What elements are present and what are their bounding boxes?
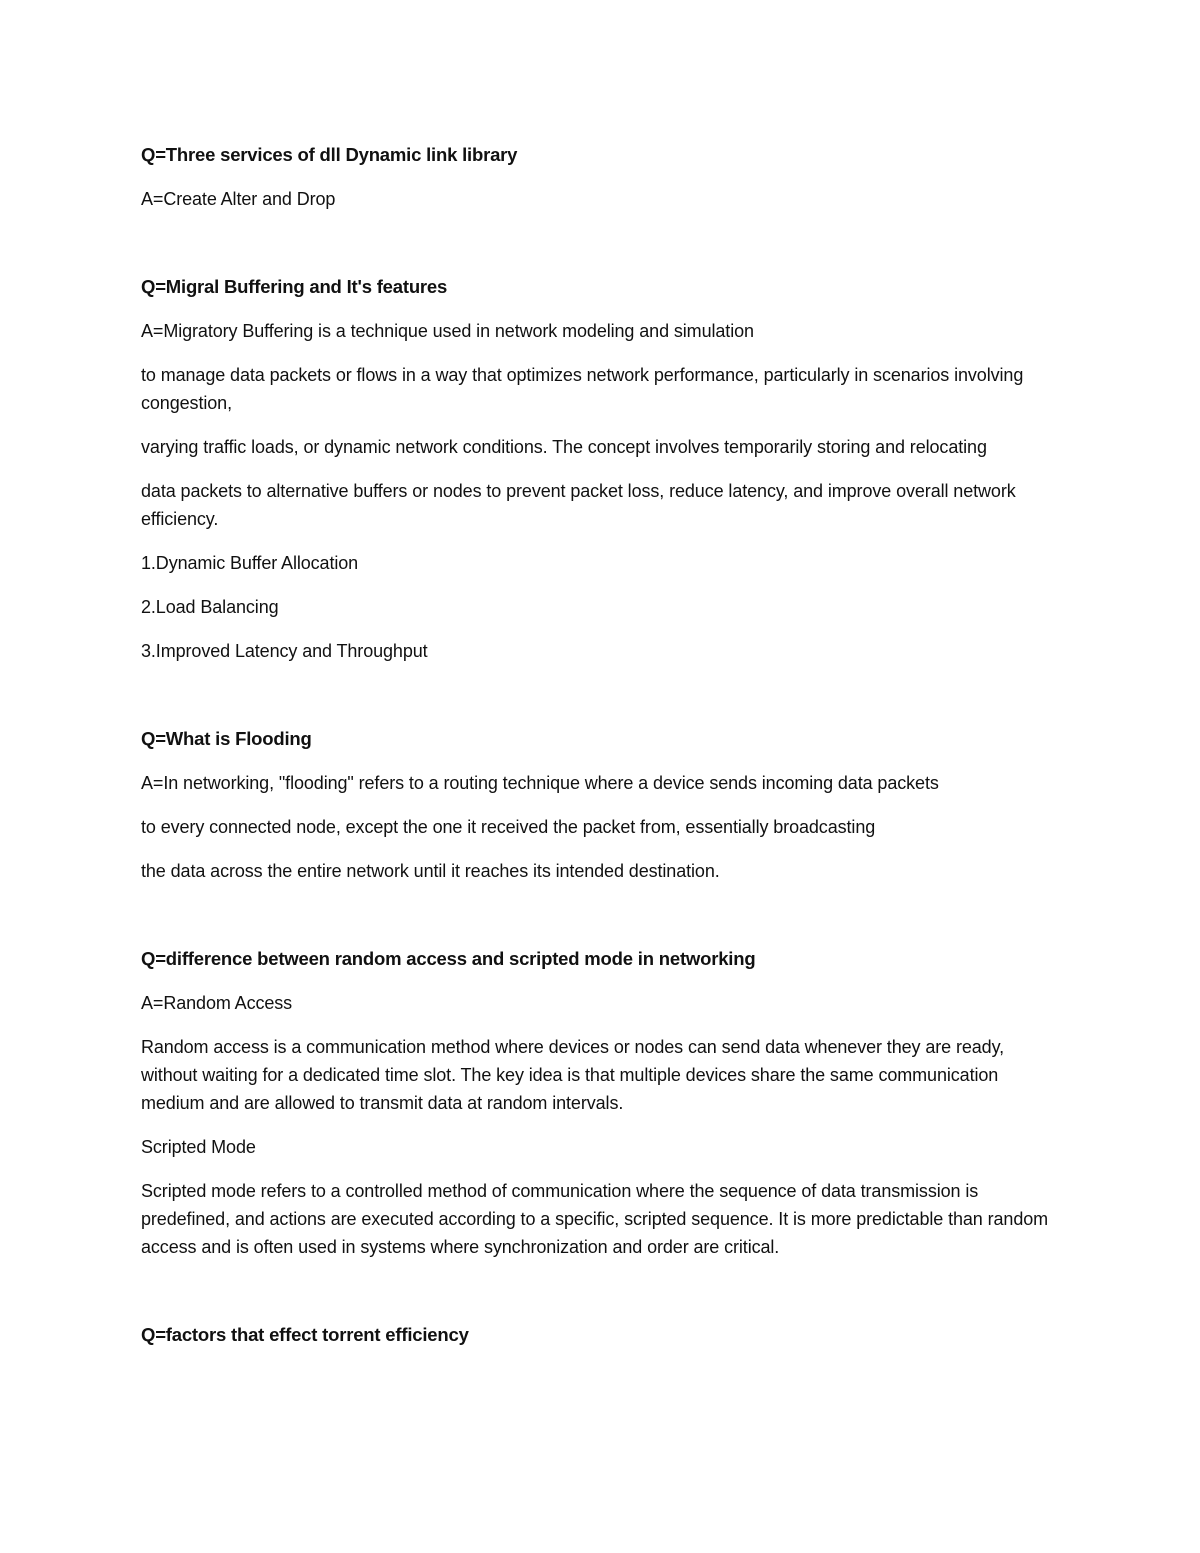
answer-paragraph: varying traffic loads, or dynamic network conditions. The concept involves temporarily storing and relocating — [141, 437, 987, 457]
section-spacer — [141, 1277, 1061, 1321]
qa-section-random-vs-scripted — [141, 945, 1061, 1261]
question-heading: Q=Migral Buffering and It's features — [141, 276, 448, 297]
document-body — [141, 141, 1061, 1365]
section-spacer — [141, 229, 1061, 273]
answer-paragraph: A=Migratory Buffering is a technique used in network modeling and simulation — [141, 321, 754, 341]
feature-list-item: 2.Load Balancing — [141, 597, 279, 617]
answer-paragraph: A=Random Access — [141, 993, 293, 1013]
question-heading: Q=What is Flooding — [141, 728, 312, 749]
qa-section-torrent-efficiency — [141, 1321, 1061, 1349]
answer-paragraph: to every connected node, except the one it received the packet from, essentially broadcasting — [141, 817, 876, 837]
question-heading: Q=difference between random access and scripted mode in networking — [141, 948, 756, 969]
answer-paragraph: data packets to alternative buffers or nodes to prevent packet loss, reduce latency, and improve overall network efficiency. — [141, 481, 1016, 529]
question-heading: Q=factors that effect torrent efficiency — [141, 1324, 469, 1345]
answer-paragraph: to manage data packets or flows in a way that optimizes network performance, particularly in scenarios involving congestion, — [141, 365, 1024, 413]
answer-paragraph: Random access is a communication method where devices or nodes can send data whenever they are ready, without waiting for a dedicated time slot. The key idea is that multiple devices share the same communication medium and are allowed to transmit data at random intervals. — [141, 1037, 1005, 1113]
answer-paragraph: Scripted mode refers to a controlled method of communication where the sequence of data transmission is predefined, and actions are executed according to a specific, scripted sequence. It is more predictable than random access and is often used in systems where synchronization and order are critical. — [141, 1181, 1049, 1257]
qa-section-migral-buffering — [141, 273, 1061, 665]
answer-paragraph: A=Create Alter and Drop — [141, 189, 336, 209]
feature-list-item: 3.Improved Latency and Throughput — [141, 641, 428, 661]
section-spacer — [141, 681, 1061, 725]
question-heading: Q=Three services of dll Dynamic link library — [141, 144, 518, 165]
qa-section-flooding — [141, 725, 1061, 885]
answer-paragraph: Scripted Mode — [141, 1137, 256, 1157]
section-spacer — [141, 901, 1061, 945]
answer-paragraph: the data across the entire network until it reaches its intended destination. — [141, 861, 720, 881]
qa-section-dll — [141, 141, 1061, 213]
answer-paragraph: A=In networking, "flooding" refers to a routing technique where a device sends incoming data packets — [141, 773, 939, 793]
feature-list-item: 1.Dynamic Buffer Allocation — [141, 553, 359, 573]
